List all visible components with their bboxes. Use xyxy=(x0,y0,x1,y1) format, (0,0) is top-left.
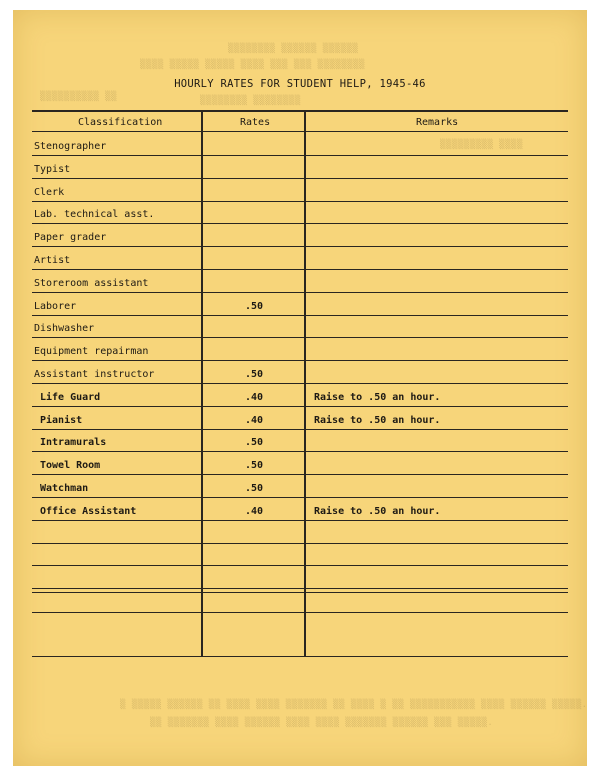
classification-cell: Stenographer xyxy=(34,141,107,152)
classification-cell: Laborer xyxy=(34,301,77,312)
row-rule xyxy=(32,246,568,247)
row-rule xyxy=(32,520,568,521)
classification-cell: Storeroom assistant xyxy=(34,278,149,289)
classification-cell: Watchman xyxy=(40,483,89,494)
classification-cell: Office Assistant xyxy=(40,506,137,517)
classification-cell: Lab. technical asst. xyxy=(34,209,155,220)
remark-cell: Raise to .50 an hour. xyxy=(314,415,441,426)
rate-cell: .40 xyxy=(245,415,264,426)
row-rule xyxy=(32,588,568,589)
bleed-through-text: ▒▒ ▒▒▒▒▒▒▒ ▒▒▒▒ ▒▒▒▒▒▒ ▒▒▒▒ ▒▒▒▒ ▒▒▒▒▒▒▒ ▒▒▒▒▒▒ ▒▒▒ ▒▒▒▒▒. xyxy=(150,718,494,728)
row-rule xyxy=(32,269,568,270)
classification-cell: Dishwasher xyxy=(34,323,95,334)
row-rule xyxy=(32,383,568,384)
classification-cell: Towel Room xyxy=(40,460,101,471)
remark-cell: Raise to .50 an hour. xyxy=(314,506,441,517)
bleed-through-text: ▒▒▒▒▒▒▒▒ ▒▒▒▒▒▒ ▒▒▒▒▒▒ xyxy=(228,44,359,54)
rate-cell: .50 xyxy=(245,460,264,471)
row-rule xyxy=(32,451,568,452)
column-header-remarks: Remarks xyxy=(416,117,459,128)
classification-cell: Intramurals xyxy=(40,437,107,448)
row-rule xyxy=(32,292,568,293)
remark-cell: Raise to .50 an hour. xyxy=(314,392,441,403)
row-rule xyxy=(32,565,568,566)
row-rule xyxy=(32,201,568,202)
table-rule xyxy=(32,592,568,593)
bleed-through-text: ▒▒▒▒▒▒▒▒ ▒▒▒▒▒▒▒▒ xyxy=(200,96,301,106)
table-bottom-rule xyxy=(32,656,568,657)
row-rule xyxy=(32,360,568,361)
rate-cell: .40 xyxy=(245,506,264,517)
classification-cell: Artist xyxy=(34,255,71,266)
rate-cell: .50 xyxy=(245,369,264,380)
row-rule xyxy=(32,497,568,498)
table-top-rule xyxy=(32,110,568,112)
classification-cell: Typist xyxy=(34,164,71,175)
row-rule xyxy=(32,315,568,316)
classification-cell: Clerk xyxy=(34,187,65,198)
row-rule xyxy=(32,543,568,544)
row-rule xyxy=(32,223,568,224)
bleed-through-text: ▒ ▒▒▒▒▒ ▒▒▒▒▒▒ ▒▒ ▒▒▒▒ ▒▒▒▒ ▒▒▒▒▒▒▒ ▒▒ ▒▒▒▒ ▒ ▒▒ ▒▒▒▒▒▒▒▒▒▒▒ ▒▒▒▒ ▒▒▒▒▒▒ ▒▒▒▒▒. xyxy=(120,700,588,710)
row-rule xyxy=(32,406,568,407)
column-header-rates: Rates xyxy=(240,117,271,128)
bleed-through-text: ▒▒▒▒▒▒▒▒▒ ▒▒▒▒ xyxy=(440,140,523,150)
row-rule xyxy=(32,474,568,475)
rate-cell: .40 xyxy=(245,392,264,403)
classification-cell: Life Guard xyxy=(40,392,101,403)
document-title: HOURLY RATES FOR STUDENT HELP, 1945-46 xyxy=(174,78,426,90)
bleed-through-text: ▒▒▒▒▒▒▒▒▒▒ ▒▒ xyxy=(40,92,117,102)
classification-cell: Paper grader xyxy=(34,232,107,243)
header-bottom-rule xyxy=(32,131,568,132)
row-rule xyxy=(32,337,568,338)
row-rule xyxy=(32,178,568,179)
bleed-through-text: ▒▒▒▒ ▒▒▒▒▒ ▒▒▒▒▒ ▒▒▒▒ ▒▒▒ ▒▒▒ ▒▒▒▒▒▒▒▒ xyxy=(140,60,365,70)
classification-cell: Equipment repairman xyxy=(34,346,149,357)
rate-cell: .50 xyxy=(245,483,264,494)
column-header-classification: Classification xyxy=(78,117,163,128)
row-rule xyxy=(32,155,568,156)
row-rule xyxy=(32,429,568,430)
classification-cell: Pianist xyxy=(40,415,83,426)
table-rule xyxy=(32,612,568,613)
classification-cell: Assistant instructor xyxy=(34,369,155,380)
rate-cell: .50 xyxy=(245,301,264,312)
rate-cell: .50 xyxy=(245,437,264,448)
